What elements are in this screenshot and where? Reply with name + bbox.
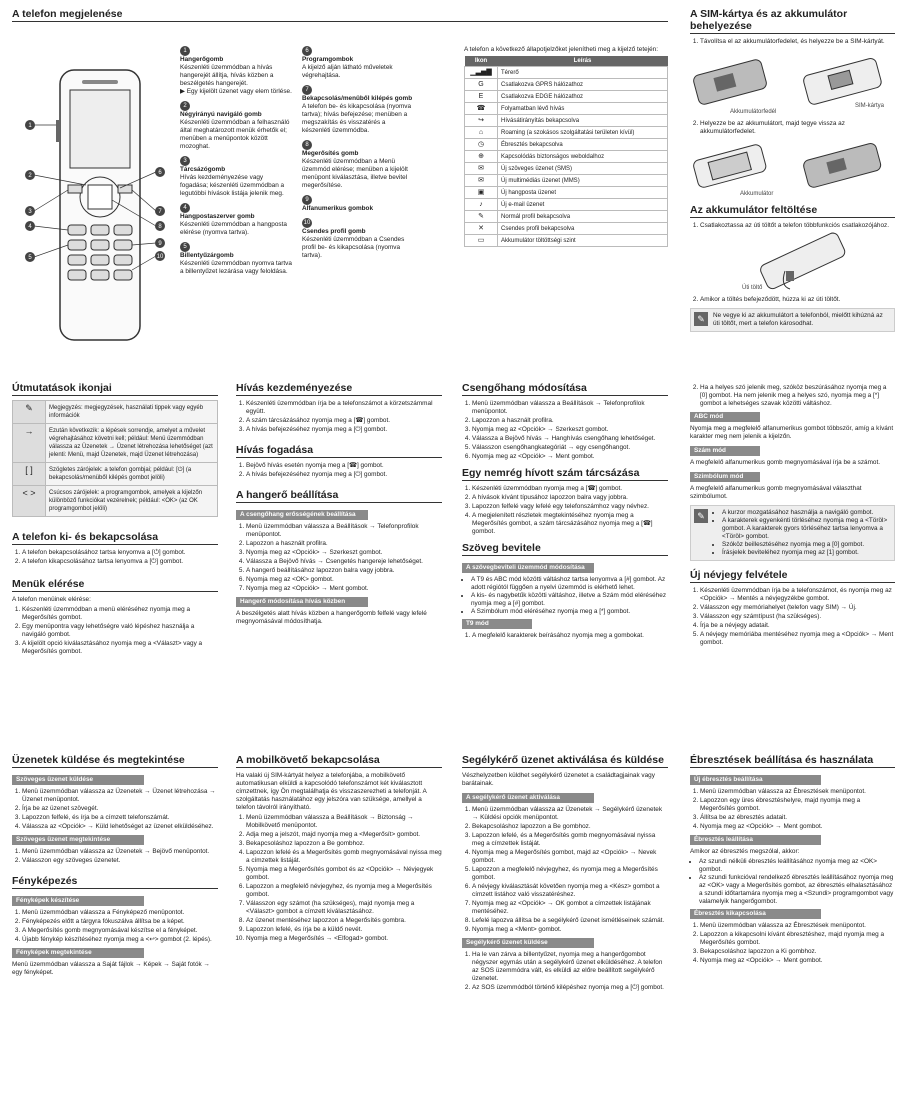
phone-section	[12, 8, 668, 26]
phone-keys-col-1	[180, 46, 292, 281]
email-icon: ♪	[465, 199, 498, 211]
subsection-bar: T9 mód	[462, 619, 532, 629]
subsection-bar: Új ébresztés beállítása	[690, 775, 821, 785]
normal-profile-icon: ✎	[465, 211, 498, 223]
sos-section: Segélykérő üzenet aktiválása és küldése Vészhelyzetben küldhet segélykérő üzenetet a családtagjainak vagy barátainak. A segélykérő üzenet aktiválása 1. Menü üzemmódban válassza az Üzenetek → Segélykérő üzenetek → Küldési opciók menüpontot. 2. Bekapcsoláshoz lapozzon a Be gombhoz. 3. Lapozzon lefelé, és a Megerősítés gomb megnyomásával nyissa meg a címzettek listáját. 4. Nyomja meg a Megerősítés gombot, majd az <Opciók> → Nevek gombot. 5. Lapozzon a megfelelő névjegyhez, és nyomja meg a Megerősítés gombot. 6. A névjegy kiválasztását követően nyomja meg a <Kész> gombot a címzett listához való visszatéréshez. 7. Nyomja meg az <Opciók> → OK gombot a címzettek listájának mentéséhez. 8. Lefelé lapozva állítsa be a segélykérő üzenet ismétléseinek számát. 9. Nyomja meg a <Ment> gombot. Segélykérő üzenet küldése 1. Ha le van zárva a billentyűzet, nyomja meg a hangerőgombot négyszer egymás után a segélykérő üzenet elküldéséhez. A telefon az SOS üzemmódra vált, és elküldi az előre beállított segélykérő üzenetet. 2. Az SOS üzemmódból történő kilépéshez nyomja meg a [⏻] gombot.	[462, 754, 668, 993]
note-icon: ✎	[694, 312, 708, 326]
key-item: 8 Megerősítés gomb Készenléti üzemmódban a Menü üzemmód elérése; menüben a kijelölt menüpont kiválasztása, illetve bevitel megerősítése.	[302, 142, 408, 189]
arrow-icon: →	[13, 424, 46, 463]
note-icon: ✎	[13, 401, 46, 424]
svg-text:10: 10	[156, 254, 164, 260]
section-title: Egy nemrég hívott szám tárcsázása	[462, 467, 668, 481]
tracker-section: A mobilkövető bekapcsolása Ha valaki új SIM-kártyát helyez a telefonjába, a mobilkövető automatikusan elküldi a kapcsolódó telefonszámot két kiválasztott címzettnek, így Ön megtalálhatja és visszaszerezheti a telefonját. A szolgáltatás használatához egy jelszóra van szüksége, amellyel a telefon távolról irányítható. 1. Menü üzemmódban válassza a Beállítások → Biztonság → Mobilkövető menüpontot. 2. Adja meg a jelszót, majd nyomja meg a <Megerősít> gombot. 3. Bekapcsoláshoz lapozzon a Be gombhoz. 4. Lapozzon lefelé és a Megerősítés gomb megnyomásával nyissa meg a címzettek listáját. 5. Nyomja meg a Megerősítés gombot és az <Opciók> → Névjegyek gombot. 6. Lapozzon a megfelelő névjegyhez, és nyomja meg a Megerősítés gombot. 7. Válasszon egy számot (ha szükséges), majd nyomja meg a <Választ> gombot a címzett kiválasztásához. 8. Az üzenet mentéséhez lapozzon a Megerősítés gombra. 9. Lapozzon lefelé, és írja be a küldő nevét. 10. Nyomja meg a Megerősítés → <Elfogad> gombot.	[236, 754, 442, 944]
svg-text:5: 5	[28, 255, 32, 261]
phone-keys-col-2	[302, 46, 414, 265]
text-note: ✎ • A kurzor mozgatásához használja a navigáló gombot. • A karakterek egyenkénti törléséhez nyomja meg a <Töröl> gombot. A karakterek gyors törléséhez tartsa lenyomva a <Töröl> gombot. • Szóköz beillesztéséhez nyomja meg a [0] gombot. • Írásjelek beviteléhez nyomja meg az [1] gombot.	[690, 505, 895, 561]
phone-illustration	[20, 60, 170, 350]
key-item: 1 Hangerőgomb Készenléti üzemmódban a hívás hangerejét állítja, hívás közben a beszélgetés hangerejét. ▶ Egy kijelölt üzenet vagy elem törlése.	[180, 48, 292, 95]
svg-text:4: 4	[28, 224, 32, 230]
svg-text:Úti töltő: Úti töltő	[742, 285, 763, 291]
subsection-bar: A segélykérő üzenet aktiválása	[462, 793, 594, 803]
section-title: Üzenetek küldése és megtekintése	[12, 754, 218, 768]
section-title: Az akkumulátor feltöltése	[690, 204, 895, 218]
svg-text:Akkumulátor: Akkumulátor	[740, 191, 774, 197]
call-icon: ☎	[465, 103, 498, 115]
alarm-section: Ébresztések beállítása és használata Új ébresztés beállítása 1. Menü üzemmódban válassza az Ébresztések menüpontot. 2. Lapozzon egy üres ébresztéshelyre, majd nyomja meg a Megerősítés gombot. 3. Állítsa be az ébresztés adatait. 4. Nyomja meg az <Opciók> → Ment gombot. Ébresztés leállítása Amikor az ébresztés megszólal, akkor: • Az szundi nélküli ébresztés leállításához nyomja meg az <OK> gombot. • Az szundi funkcióval rendelkező ébresztés leállításához nyomja meg az <OK> vagy a Megerősítés gombot, az ébresztés elhalasztásához a szundi időtartamára nyomja meg a <Szundi> programgombot vagy valamelyik hangerőgombot. Ébresztés kikapcsolása 1. Menü üzemmódban válassza az Ébresztések menüpontot. 2. Lapozzon a kikapcsolni kívánt ébresztéshez, majd nyomja meg a Megerősítés gombot. 3. Bekapcsoláshoz lapozzon a Ki gombhoz. 4. Nyomja meg az <Opciók> → Ment gombot.	[690, 754, 895, 966]
svg-text:3: 3	[28, 209, 32, 215]
section-title: Útmutatások ikonjai	[12, 382, 218, 396]
svg-text:9: 9	[158, 241, 162, 247]
charger-illustration	[690, 231, 890, 293]
alarm-icon: ◷	[465, 139, 498, 151]
roaming-icon: ⌂	[465, 127, 498, 139]
secure-web-icon: ⊕	[465, 151, 498, 163]
key-item: 6 Programgombok A kijelző alján látható műveletek végrehajtása.	[302, 48, 393, 79]
key-item: 4 Hangpostaszerver gomb Készenléti üzemmódban a hangposta elérése (nyomva tartva).	[180, 205, 287, 236]
edge-icon: E	[465, 91, 498, 103]
section-title: Hívás kezdeményezése	[236, 382, 442, 396]
key-item: 7 Bekapcsolás/menüből kilépés gomb A telefon be- és kikapcsolása (nyomva tartva); hívás befejezése; menüben a megszakítás és visszatérés a készenléti üzemmódba.	[302, 87, 413, 134]
charge-note: ✎ Ne vegye ki az akkumulátort a telefonból, mielőtt kihúzná az úti töltőt, mert a telefon károsodhat.	[690, 308, 895, 332]
subsection-bar: Hangerő módosítása hívás közben	[236, 597, 368, 607]
status-icons-block	[464, 46, 668, 247]
section-title: Csengőhang módosítása	[462, 382, 668, 396]
section-title: Szöveg bevitele	[462, 542, 668, 556]
sim-section: A SIM-kártya és az akkumulátor behelyezése 1. Távolítsa el az akkumulátorfedelet, és helyezze be a SIM-kártyát. Akkumulátorfedél SIM-kártya 2. Helyezze be az akkumulátort, majd tegye vissza az akkumulátorfedelet. Akkumulátor Az akkumulátor feltöltése 1. Csatlakoztassa az úti töltőt a telefon többfunkciós csatlakozójához. Úti töltő 2. Amikor a töltés befejeződött, húzza ki az úti töltőt. ✎ Ne vegye ki az akkumulátort a telefonból, mielőtt kihúzná az úti töltőt, mert a telefon károsodhat.	[690, 8, 895, 336]
svg-text:8: 8	[158, 224, 162, 230]
section-title: Új névjegy felvétele	[690, 569, 895, 583]
svg-text:6: 6	[158, 170, 162, 176]
key-item: 9 Alfanumerikus gombok	[302, 197, 374, 212]
section-title: A telefon ki- és bekapcsolása	[12, 531, 218, 545]
silent-profile-icon: ✕	[465, 223, 498, 235]
text-input-continued: 2. Ha a helyes szó jelenik meg, szóköz beszúrásához nyomja meg a [0] gombot. Ha nem jelenik meg a helyes szó, nyomja meg a [*] gombot a lehetséges szavak közötti váltáshoz. ABC mód Nyomja meg a megfelelő alfanumerikus gombot többször, amíg a kívánt karakter meg nem jelenik a kijelzőn. Szám mód A megfelelő alfanumerikus gomb megnyomásával írja be a számot. Szimbólum mód A megfelelő alfanumerikus gomb megnyomásával választhat szimbólumot. ✎ • A kurzor mozgatásához használja a navigáló gombot. • A karakterek egyenkénti törléséhez nyomja meg a <Töröl> gombot. A karakterek gyors törléséhez tartsa lenyomva a <Töröl> gombot. • Szóköz beillesztéséhez nyomja meg a [0] gombot. • Írásjelek beviteléhez nyomja meg az [1] gombot. Új névjegy felvétele 1. Készenléti üzemmódban írja be a telefonszámot, és nyomja meg az <Opciók> → Mentés a névjegyzékbe gombot. 2. Válasszon egy memóriahelyet (telefon vagy SIM) → Új. 3. Válasszon egy számtípust (ha szükséges). 4. Írja be a névjegy adatait. 5. A névjegy memóriába mentéséhez nyomja meg a <Opciók> → Ment gombot.	[690, 384, 895, 648]
subsection-bar: Szám mód	[690, 446, 760, 456]
status-icons-table: Ikon Leírás ▁▃▅▇ Térerő G Csatlakozva GPRS hálózathoz E Csatlakozva EDGE hálózathoz ☎ Folyamatban lévő hívás ↪ Hívásátirányítás bekapcsolva ⌂ Roaming (a szokásos szolgáltatási területen kívül) ◷ Ébresztés bekapcsolva ⊕ Kapcsolódás biztonságos weboldalhoz ✉ Új szöveges üzenet (SMS) ✉ Új multimédiás üzenet (MMS) ▣ Új hangposta üzenet ♪ Új e-mail üzenet ✎ Normál profil bekapcsolva ✕ Csendes profil bekapcsolva ▭ Akkumulátor töltöttségi szint	[464, 56, 668, 247]
sms-icon: ✉	[465, 163, 498, 175]
svg-text:SIM-kártya: SIM-kártya	[855, 103, 885, 109]
icons-intro: A telefon a következő állapotjelzőket jelenítheti meg a kijelző tetején:	[464, 46, 658, 53]
section-title: Hívás fogadása	[236, 444, 442, 458]
battery-icon: ▭	[465, 235, 498, 247]
legend-table: ✎ Megjegyzés: megjegyzések, használati tippek vagy egyéb információk → Ezután következik: a lépések sorrendje, amelyet a művelet végrehajtásához követni kell; például: Menü üzemmódban válassza az Üzenetek → Üzenet létrehozása lehetőséget (azt jelenti: Menü, majd Üzenetek, majd Üzenet létrehozása) [ ] Szögletes zárójelek: a telefon gombjai; például: [⏻] (a bekapcsolás/menüből kilépés gombot jelöli) < > Csúcsos zárójelek: a programgombok, amelyek a kijelzőn különböző funkciókat vezérelnek; például: <OK> (az OK programgombot jelöli)	[12, 400, 218, 517]
gprs-icon: G	[465, 79, 498, 91]
section-title: A mobilkövető bekapcsolása	[236, 754, 442, 768]
key-item: 10 Csendes profil gomb Készenléti üzemmódban a Csendes profil be- és kikapcsolása (nyomva tartva).	[302, 220, 405, 259]
voicemail-icon: ▣	[465, 187, 498, 199]
section-title: Fényképezés	[12, 875, 218, 889]
subsection-bar: ABC mód	[690, 412, 760, 422]
svg-text:Akkumulátorfedél: Akkumulátorfedél	[730, 109, 777, 115]
subsection-bar: Fényképek készítése	[12, 896, 144, 906]
section-title: A hangerő beállítása	[236, 489, 442, 503]
section-title: Menük elérése	[12, 578, 218, 592]
section-title: Ébresztések beállítása és használata	[690, 754, 895, 768]
brackets-icon: [ ]	[13, 463, 46, 486]
subsection-bar: A csengőhang erősségének beállítása	[236, 510, 368, 520]
svg-text:7: 7	[158, 209, 162, 215]
angle-brackets-icon: < >	[13, 486, 46, 517]
forward-icon: ↪	[465, 115, 498, 127]
subsection-bar: Segélykérő üzenet küldése	[462, 938, 594, 948]
subsection-bar: Ébresztés leállítása	[690, 835, 821, 845]
subsection-bar: Fényképek megtekintése	[12, 948, 144, 958]
svg-text:1: 1	[28, 123, 32, 129]
subsection-bar: Szöveges üzenet küldése	[12, 775, 144, 785]
subsection-bar: Szöveges üzenet megtekintése	[12, 835, 144, 845]
battery-insert-illustration	[690, 137, 890, 197]
key-item: 2 Négyirányú navigáló gomb Készenléti üzemmódban a felhasználó által meghatározott menük érhetők el; menüben a menüpontok között mozoghat.	[180, 103, 290, 150]
note-icon: ✎	[694, 509, 708, 523]
subsection-bar: A szövegbeviteli üzemmód módosítása	[462, 563, 594, 573]
section-title: Segélykérő üzenet aktiválása és küldése	[462, 754, 668, 768]
subsection-bar: Ébresztés kikapcsolása	[690, 909, 821, 919]
signal-icon: ▁▃▅▇	[465, 67, 498, 79]
section-title: A SIM-kártya és az akkumulátor behelyezése	[690, 8, 895, 34]
ringtone-section: Csengőhang módosítása 1. Menü üzemmódban válassza a Beállítások → Telefonprofilok menüpontot. 2. Lapozzon a használt profilra. 3. Nyomja meg az <Opciók> → Szerkeszt gombot. 4. Válassza a Bejövő hívás → Hanghívás csengőhang lehetőséget. 5. Válasszon csengőhangkategóriát → egy csengőhangot. 6. Nyomja meg az <Opciók> → Ment gombot. Egy nemrég hívott szám tárcsázása 1. Készenléti üzemmódban nyomja meg a [☎] gombot. 2. A hívások kívánt típusához lapozzon balra vagy jobbra. 3. Lapozzon felfelé vagy lefelé egy telefonszámhoz vagy névhez. 4. A megjelenített részletek megtekintéséhez nyomja meg a Megerősítés gombot, a szám tárcsázásához nyomja meg a [☎] gombot. Szöveg bevitele A szövegbeviteli üzemmód módosítása • A T9 és ABC mód közötti váltáshoz tartsa lenyomva a [#] gombot. Az adott régiótól függően a nyelvi üzemmód is elérhető lehet. • A kis- és nagybetűk közötti váltáshoz, illetve a Szám mód eléréséhez nyomja meg a [#] gombot. • A Szimbólum mód eléréséhez nyomja meg a [*] gombot. T9 mód 1. A megfelelő karakterek beírásához nyomja meg a gombokat.	[462, 382, 668, 641]
section-title: A telefon megjelenése	[12, 8, 668, 22]
svg-text:2: 2	[28, 173, 32, 179]
mms-icon: ✉	[465, 175, 498, 187]
key-item: 3 Tárcsázógomb Hívás kezdeményezése vagy fogadása; készenléti üzemmódban a legutóbbi hívások listája jelenik meg.	[180, 158, 285, 197]
sim-insert-illustration	[690, 47, 890, 117]
key-item: 5 Billentyűzárgomb Készenléti üzemmódban nyomva tartva a billentyűzet lezárása vagy feloldása.	[180, 244, 292, 275]
call-section: Hívás kezdeményezése 1. Készenléti üzemmódban írja be a telefonszámot a körzetszámmal együtt. 2. A szám tárcsázásához nyomja meg a [☎] gombot. 3. A hívás befejezéséhez nyomja meg a [⏻] gombot. Hívás fogadása 1. Bejövő hívás esetén nyomja meg a [☎] gombot. 2. A hívás befejezéséhez nyomja meg a [⏻] gombot. A hangerő beállítása A csengőhang erősségének beállítása 1. Menü üzemmódban válassza a Beállítások → Telefonprofilok menüpontot. 2. Lapozzon a használt profilra. 3. Nyomja meg az <Opciók> → Szerkeszt gombot. 4. Válassza a Bejövő hívás → Csengetés hangereje lehetőséget. 5. A hangerő beállításához lapozzon balra vagy jobbra. 6. Nyomja meg az <OK> gombot. 7. Nyomja meg az <Opciók> → Ment gombot. Hangerő módosítása hívás közben A beszélgetés alatt hívás közben a hangerőgomb felfelé vagy lefelé megnyomásával módosíthatja.	[236, 382, 442, 628]
messages-section: Üzenetek küldése és megtekintése Szöveges üzenet küldése 1. Menü üzemmódban válassza az Üzenetek → Üzenet létrehozása → Üzenet menüpontot. 2. Írja be az üzenet szövegét. 3. Lapozzon felfelé, és írja be a címzett telefonszámát. 4. Válassza az <Opciók> → Küld lehetőséget az üzenet elküldéséhez. Szöveges üzenet megtekintése 1. Menü üzemmódban válassza az Üzenetek → Bejövő menüpontot. 2. Válasszon egy szöveges üzenetet. Fényképezés Fényképek készítése 1. Menü üzemmódban válassza a Fényképező menüpontot. 2. Fényképezés előtt a tárgyra fókuszálva állítsa be a képet. 3. A Megerősítés gomb megnyomásával készítse el a fényképet. 4. Újabb fénykép készítéséhez nyomja meg a <↩> gombot (2. lépés). Fényképek megtekintése Menü üzemmódban válassza a Saját fájlok → Képek → Saját fotók → egy fényképet.	[12, 754, 218, 979]
subsection-bar: Szimbólum mód	[690, 472, 760, 482]
legend-section: Útmutatások ikonjai ✎ Megjegyzés: megjegyzések, használati tippek vagy egyéb információk → Ezután következik: a lépések sorrendje, amelyet a művelet végrehajtásához követni kell; például: Menü üzemmódban válassza az Üzenetek → Üzenet létrehozása lehetőséget (azt jelenti: Menü, majd Üzenetek, majd Üzenet létrehozása) [ ] Szögletes zárójelek: a telefon gombjai; például: [⏻] (a bekapcsolás/menüből kilépés gombot jelöli) < > Csúcsos zárójelek: a programgombok, amelyek a kijelzőn különböző funkciókat vezérelnek; például: <OK> (az OK programgombot jelöli) A telefon ki- és bekapcsolása 1. A telefon bekapcsolásához tartsa lenyomva a [⏻] gombot. 2. A telefon kikapcsolásához tartsa lenyomva a [⏻] gombot. Menük elérése A telefon menüinek elérése: 1. Készenléti üzemmódban a menü eléréséhez nyomja meg a Megerősítés gombot. 2. Egy menüpontra vagy lehetőségre való lépéshez használja a navigáló gombot. 3. A kijelölt opció kiválasztásához nyomja meg a <Választ> vagy a Megerősítés gombot.	[12, 382, 218, 657]
